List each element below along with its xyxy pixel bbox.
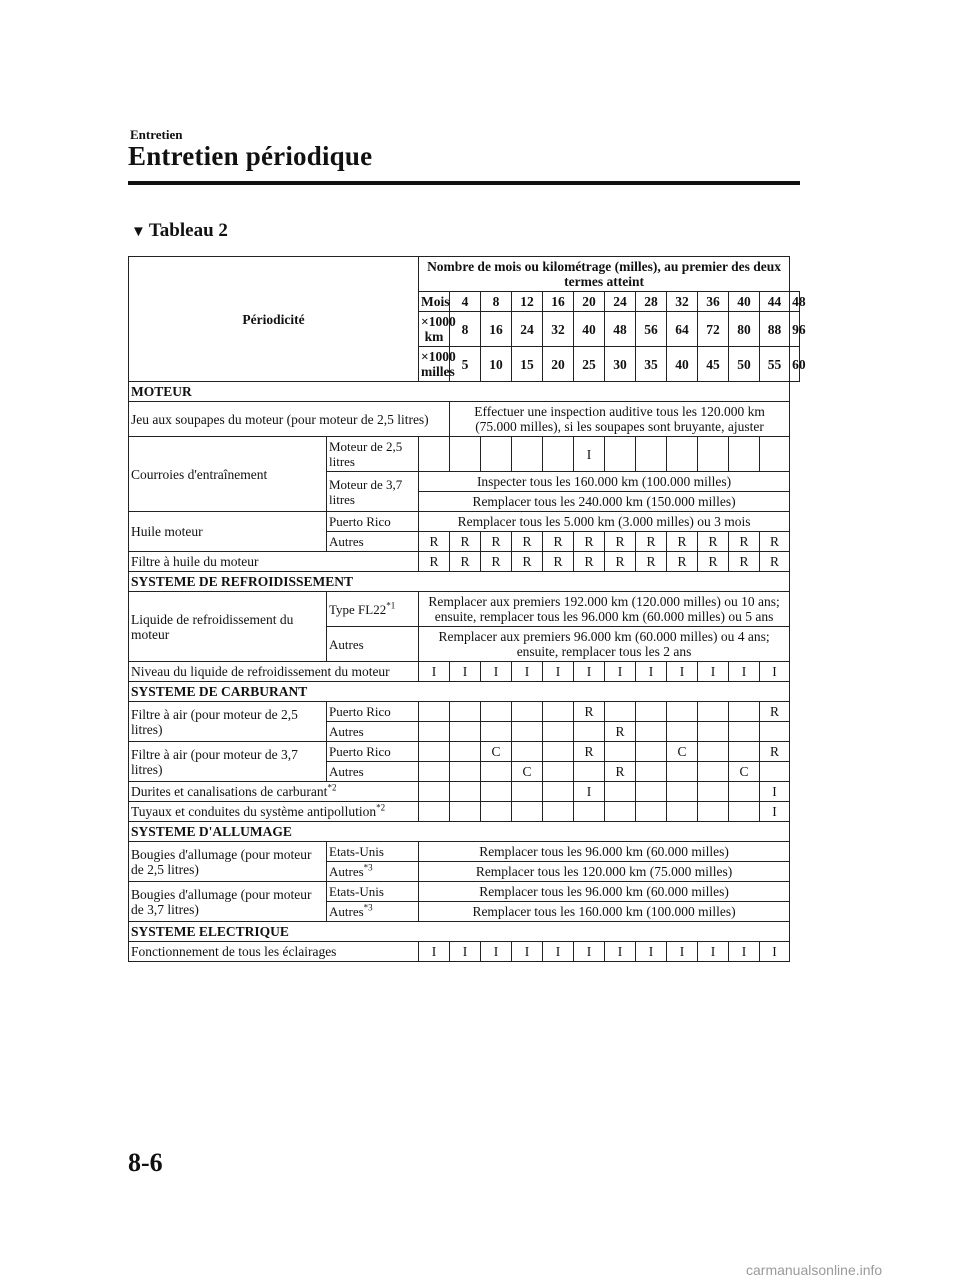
jeu-note: Effectuer une inspection auditive tous les 120.000 km (75.000 milles), si les soupapes sont bruyante, ajuster — [450, 402, 790, 437]
jeu-label: Jeu aux soupapes du moteur (pour moteur de 2,5 litres) — [129, 402, 450, 437]
row-durites — [129, 782, 800, 802]
schedule-cell: R — [698, 552, 729, 572]
schedule-cell — [481, 802, 512, 822]
etats-unis-label: Etats-Unis — [327, 842, 419, 862]
row-mois-label: Mois — [419, 292, 450, 312]
schedule-cell — [636, 702, 667, 722]
schedule-cell — [419, 702, 450, 722]
schedule-cell — [450, 702, 481, 722]
section-electrique: SYSTEME ELECTRIQUE — [129, 922, 800, 942]
row-jeu-soupapes — [129, 402, 800, 437]
period-value: 36 — [698, 292, 729, 312]
row-bougies-25-eu — [129, 842, 800, 862]
schedule-cell: C — [667, 742, 698, 762]
puerto-rico-label: Puerto Rico — [327, 702, 419, 722]
schedule-cell: R — [636, 552, 667, 572]
schedule-cell: I — [512, 662, 543, 682]
page-number: 8-6 — [128, 1148, 163, 1177]
schedule-cell — [543, 742, 574, 762]
schedule-cell — [419, 782, 450, 802]
niveau-label: Niveau du liquide de refroidissement du moteur — [129, 662, 419, 682]
b25-eu-note: Remplacer tous les 96.000 km (60.000 milles) — [419, 842, 790, 862]
schedule-cell — [450, 722, 481, 742]
moteur-37-label: Moteur de 3,7 litres — [327, 472, 419, 512]
period-value: 56 — [636, 312, 667, 347]
schedule-cell — [450, 782, 481, 802]
period-value: 44 — [760, 292, 790, 312]
schedule-cell — [574, 722, 605, 742]
courroies-37-inspect: Inspecter tous les 160.000 km (100.000 milles) — [419, 472, 790, 492]
schedule-cell — [574, 762, 605, 782]
etats-unis-label: Etats-Unis — [327, 882, 419, 902]
filtre-air-37-label: Filtre à air (pour moteur de 3,7 litres) — [129, 742, 327, 782]
schedule-cell — [512, 802, 543, 822]
schedule-cell: R — [512, 532, 543, 552]
schedule-cell: I — [698, 662, 729, 682]
liquide-autres-note: Remplacer aux premiers 96.000 km (60.000 milles) ou 4 ans; ensuite, remplacer tous les 2 ans — [419, 627, 790, 662]
autres-label: Autres$^{*3}$ — [327, 902, 419, 922]
period-value: 64 — [667, 312, 698, 347]
period-value: 40 — [729, 292, 760, 312]
courroies-37-replace: Remplacer tous les 240.000 km (150.000 milles) — [419, 492, 790, 512]
bougies-25-label: Bougies d'allumage (pour moteur de 2,5 litres) — [129, 842, 327, 882]
schedule-cell — [729, 437, 760, 472]
period-value: 32 — [543, 312, 574, 347]
schedule-cell — [450, 762, 481, 782]
schedule-cell: R — [419, 552, 450, 572]
schedule-cell — [698, 742, 729, 762]
schedule-cell — [605, 702, 636, 722]
schedule-cell: R — [760, 552, 790, 572]
schedule-cell — [481, 702, 512, 722]
autres-label: Autres — [327, 627, 419, 662]
schedule-cell: I — [574, 437, 605, 472]
schedule-cell — [760, 722, 790, 742]
row-km-label: ×1000 km — [419, 312, 450, 347]
period-value: 96 — [790, 312, 800, 347]
filtre-huile-label: Filtre à huile du moteur — [129, 552, 419, 572]
schedule-cell: C — [512, 762, 543, 782]
schedule-cell: I — [450, 942, 481, 962]
schedule-cell: R — [574, 742, 605, 762]
schedule-cell: R — [667, 532, 698, 552]
period-value: 80 — [729, 312, 760, 347]
schedule-cell — [543, 702, 574, 722]
period-value: 35 — [636, 347, 667, 382]
schedule-cell: R — [481, 532, 512, 552]
period-value: 48 — [605, 312, 636, 347]
schedule-cell — [760, 437, 790, 472]
schedule-cell: I — [636, 662, 667, 682]
schedule-cell: R — [760, 702, 790, 722]
section-refroidissement: SYSTEME DE REFROIDISSEMENT — [129, 572, 800, 592]
schedule-cell: I — [419, 662, 450, 682]
schedule-cell — [729, 702, 760, 722]
schedule-cell: I — [698, 942, 729, 962]
row-milles-label: ×1000 milles — [419, 347, 450, 382]
filtre-air-25-label: Filtre à air (pour moteur de 2,5 litres) — [129, 702, 327, 742]
schedule-cell: R — [698, 532, 729, 552]
huile-pr-note: Remplacer tous les 5.000 km (3.000 milles) ou 3 mois — [419, 512, 790, 532]
schedule-cell — [574, 802, 605, 822]
schedule-cell: R — [605, 552, 636, 572]
schedule-cell — [698, 782, 729, 802]
schedule-cell: R — [512, 552, 543, 572]
schedule-cell: I — [512, 942, 543, 962]
period-value: 8 — [450, 312, 481, 347]
header-note: Nombre de mois ou kilométrage (milles), au premier des deux termes atteint — [419, 257, 790, 292]
period-value: 88 — [760, 312, 790, 347]
schedule-cell: I — [760, 782, 790, 802]
durites-label: Durites et canalisations de carburant$^{*2}$ — [129, 782, 419, 802]
schedule-cell: R — [543, 532, 574, 552]
puerto-rico-label: Puerto Rico — [327, 512, 419, 532]
page-title: Entretien périodique — [128, 141, 373, 171]
schedule-cell — [450, 437, 481, 472]
schedule-cell — [543, 782, 574, 802]
schedule-cell — [729, 802, 760, 822]
periodicite-cell: Périodicité — [129, 257, 419, 382]
row-huile-pr — [129, 512, 800, 532]
period-value: 28 — [636, 292, 667, 312]
autres-label: Autres — [327, 532, 419, 552]
schedule-cell — [698, 762, 729, 782]
schedule-cell: R — [760, 742, 790, 762]
courroies-label: Courroies d'entraînement — [129, 437, 327, 512]
period-value: 5 — [450, 347, 481, 382]
schedule-cell — [450, 742, 481, 762]
schedule-cell: C — [481, 742, 512, 762]
schedule-cell — [667, 802, 698, 822]
huile-label: Huile moteur — [129, 512, 327, 552]
schedule-cell — [605, 742, 636, 762]
row-liquide-fl22 — [129, 592, 800, 627]
schedule-cell — [636, 782, 667, 802]
bougies-37-label: Bougies d'allumage (pour moteur de 3,7 litres) — [129, 882, 327, 922]
schedule-cell — [636, 802, 667, 822]
autres-label: Autres — [327, 762, 419, 782]
schedule-cell — [698, 702, 729, 722]
schedule-cell — [512, 437, 543, 472]
section-label: Entretien — [130, 127, 183, 142]
schedule-cell: I — [543, 662, 574, 682]
period-value: 16 — [481, 312, 512, 347]
schedule-cell: R — [667, 552, 698, 572]
liquide-label: Liquide de refroidissement du moteur — [129, 592, 327, 662]
tuyaux-label: Tuyaux et conduites du système antipollution$^{*2}$ — [129, 802, 419, 822]
period-value: 24 — [512, 312, 543, 347]
schedule-cell — [605, 437, 636, 472]
period-value: 55 — [760, 347, 790, 382]
schedule-cell: R — [574, 702, 605, 722]
period-value: 45 — [698, 347, 729, 382]
schedule-cell — [512, 722, 543, 742]
schedule-cell: R — [636, 532, 667, 552]
triangle-down-icon: ▼ — [131, 224, 146, 240]
type-fl22-label: Type FL22$^{*1}$ — [327, 592, 419, 627]
schedule-cell — [667, 762, 698, 782]
schedule-cell — [543, 437, 574, 472]
schedule-cell: I — [760, 802, 790, 822]
puerto-rico-label: Puerto Rico — [327, 742, 419, 762]
period-value: 20 — [574, 292, 605, 312]
table-heading-text: Tableau 2 — [148, 220, 228, 241]
period-value: 48 — [790, 292, 800, 312]
period-value: 50 — [729, 347, 760, 382]
period-value: 40 — [667, 347, 698, 382]
row-filtre-air-37-pr — [129, 742, 800, 762]
table-heading — [131, 220, 228, 242]
period-value: 20 — [543, 347, 574, 382]
schedule-cell: I — [481, 942, 512, 962]
schedule-cell — [729, 742, 760, 762]
period-value: 8 — [481, 292, 512, 312]
schedule-cell: R — [760, 532, 790, 552]
fl22-note: Remplacer aux premiers 192.000 km (120.000 milles) ou 10 ans; ensuite, remplacer tous les 96.000 km (60.000 milles) ou 5 ans — [419, 592, 790, 627]
schedule-cell: R — [574, 532, 605, 552]
schedule-cell: R — [450, 532, 481, 552]
schedule-cell — [543, 802, 574, 822]
schedule-cell: I — [667, 662, 698, 682]
schedule-cell: R — [605, 762, 636, 782]
row-eclairages — [129, 942, 800, 962]
period-value: 10 — [481, 347, 512, 382]
schedule-cell — [512, 782, 543, 802]
schedule-cell — [512, 702, 543, 722]
schedule-cell — [667, 702, 698, 722]
eclairages-label: Fonctionnement de tous les éclairages — [129, 942, 419, 962]
period-value: 32 — [667, 292, 698, 312]
maintenance-table — [128, 256, 806, 962]
schedule-cell — [605, 802, 636, 822]
schedule-cell — [419, 762, 450, 782]
period-value: 24 — [605, 292, 636, 312]
section-moteur: MOTEUR — [129, 382, 800, 402]
period-value: 30 — [605, 347, 636, 382]
schedule-cell: R — [729, 552, 760, 572]
row-bougies-37-eu — [129, 882, 800, 902]
schedule-cell — [636, 762, 667, 782]
schedule-cell: I — [729, 662, 760, 682]
schedule-cell — [667, 722, 698, 742]
moteur-25-label: Moteur de 2,5 litres — [327, 437, 419, 472]
schedule-cell — [729, 722, 760, 742]
schedule-cell: I — [636, 942, 667, 962]
b37-autres-note: Remplacer tous les 160.000 km (100.000 milles) — [419, 902, 790, 922]
watermark: carmanualsonline.info — [746, 1262, 883, 1278]
schedule-cell — [698, 802, 729, 822]
schedule-cell: R — [543, 552, 574, 572]
schedule-cell — [636, 742, 667, 762]
schedule-cell: I — [729, 942, 760, 962]
schedule-cell — [419, 802, 450, 822]
schedule-cell — [698, 437, 729, 472]
autres-label: Autres$^{*3}$ — [327, 862, 419, 882]
schedule-cell: R — [574, 552, 605, 572]
period-value: 25 — [574, 347, 605, 382]
schedule-cell: R — [419, 532, 450, 552]
schedule-cell — [419, 722, 450, 742]
b25-autres-note: Remplacer tous les 120.000 km (75.000 milles) — [419, 862, 790, 882]
schedule-cell — [419, 437, 450, 472]
schedule-cell: I — [605, 942, 636, 962]
period-value: 15 — [512, 347, 543, 382]
title-rule — [128, 181, 800, 185]
section-carburant: SYSTEME DE CARBURANT — [129, 682, 800, 702]
row-filtre-air-25-pr — [129, 702, 800, 722]
schedule-cell — [543, 722, 574, 742]
schedule-cell — [760, 762, 790, 782]
period-value: 12 — [512, 292, 543, 312]
schedule-cell: I — [760, 942, 790, 962]
schedule-cell: I — [574, 662, 605, 682]
schedule-cell: I — [574, 942, 605, 962]
schedule-cell — [667, 782, 698, 802]
schedule-cell — [698, 722, 729, 742]
row-niveau-liquide — [129, 662, 800, 682]
schedule-cell: R — [481, 552, 512, 572]
schedule-cell: I — [760, 662, 790, 682]
schedule-cell: C — [729, 762, 760, 782]
schedule-cell — [729, 782, 760, 802]
schedule-cell — [512, 742, 543, 762]
schedule-cell: I — [574, 782, 605, 802]
schedule-cell: R — [450, 552, 481, 572]
schedule-cell — [636, 437, 667, 472]
schedule-cell — [481, 762, 512, 782]
period-value: 60 — [790, 347, 800, 382]
schedule-cell — [419, 742, 450, 762]
schedule-cell — [481, 437, 512, 472]
b37-eu-note: Remplacer tous les 96.000 km (60.000 milles) — [419, 882, 790, 902]
schedule-cell — [450, 802, 481, 822]
period-value: 40 — [574, 312, 605, 347]
section-allumage: SYSTEME D'ALLUMAGE — [129, 822, 800, 842]
schedule-cell: I — [543, 942, 574, 962]
header-row-note — [129, 257, 800, 292]
schedule-cell: R — [605, 722, 636, 742]
row-courroies-25 — [129, 437, 800, 472]
schedule-cell: R — [605, 532, 636, 552]
schedule-cell: I — [667, 942, 698, 962]
period-value: 4 — [450, 292, 481, 312]
schedule-cell: I — [450, 662, 481, 682]
schedule-cell: I — [605, 662, 636, 682]
row-tuyaux — [129, 802, 800, 822]
period-value: 72 — [698, 312, 729, 347]
schedule-cell — [636, 722, 667, 742]
schedule-cell: I — [481, 662, 512, 682]
schedule-cell — [543, 762, 574, 782]
period-value: 16 — [543, 292, 574, 312]
schedule-cell — [481, 722, 512, 742]
schedule-cell: R — [729, 532, 760, 552]
schedule-cell — [481, 782, 512, 802]
autres-label: Autres — [327, 722, 419, 742]
schedule-cell: I — [419, 942, 450, 962]
schedule-cell — [605, 782, 636, 802]
schedule-cell — [667, 437, 698, 472]
row-filtre-huile — [129, 552, 800, 572]
